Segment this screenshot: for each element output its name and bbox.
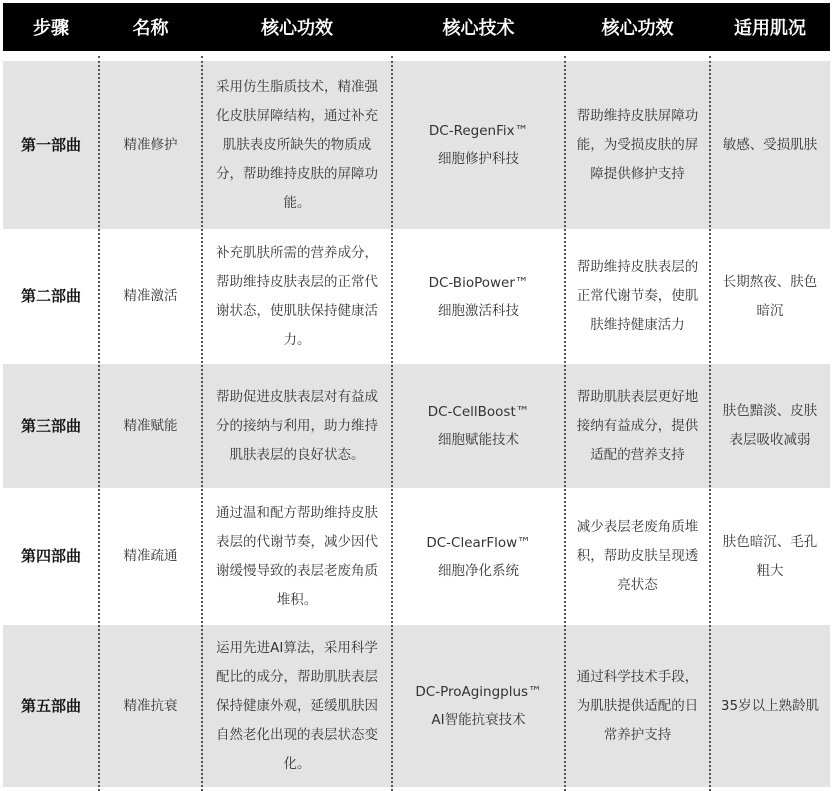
core-effect: 运用先进AI算法，采用科学配比的成分，帮助肌肤表层保持健康外观，延缓肌肤因自然老化出现的表层状态变化。 [216, 639, 378, 772]
step-label: 第五部曲 [20, 696, 81, 715]
column-divider [98, 56, 100, 791]
table-row [3, 229, 830, 364]
header-skin-condition: 适用肌况 [734, 18, 806, 39]
step-label: 第一部曲 [20, 135, 81, 154]
core-tech [392, 364, 565, 488]
step-name: 精准赋能 [123, 417, 178, 434]
step-name: 精准修护 [123, 136, 178, 153]
skin-condition: 肤色黯淡、皮肤表层吸收减弱 [722, 403, 818, 448]
tech-name: DC-CellBoost™ [427, 404, 530, 420]
step-label: 第三部曲 [20, 416, 81, 435]
table-row [3, 61, 830, 229]
core-effect: 采用仿生脂质技术，精准强化皮肤屏障结构，通过补充肌肤表皮所缺失的物质成分，帮助维持皮肤的屏障功能。 [216, 78, 378, 211]
tech-desc: 细胞激活科技 [438, 302, 519, 319]
column-divider [709, 56, 711, 791]
core-tech [392, 61, 565, 229]
tech-desc: 细胞净化系统 [437, 562, 519, 579]
tech-name: DC-BioPower™ [428, 274, 529, 291]
table-row [3, 625, 830, 787]
core-effect-2: 帮助肌肤表层更好地接纳有益成分，提供适配的营养支持 [576, 388, 699, 463]
table-header [3, 3, 830, 51]
column-divider [391, 56, 393, 791]
skin-condition: 长期熬夜、肤色暗沉 [722, 273, 818, 319]
table-row [3, 488, 830, 625]
core-tech [392, 625, 565, 787]
tech-name: DC-ClearFlow™ [426, 534, 531, 551]
core-tech [392, 488, 565, 625]
header-name: 名称 [132, 18, 169, 39]
core-effect: 补充肌肤所需的营养成分，帮助维持皮肤表层的正常代谢状态，使肌肤保持健康活力。 [216, 244, 378, 348]
column-divider [201, 56, 203, 791]
header-step: 步骤 [33, 18, 69, 39]
tech-name: DC-RegenFix™ [428, 123, 529, 139]
skin-condition: 35岁以上熟龄肌 [720, 697, 820, 714]
tech-desc: 细胞修护科技 [437, 151, 519, 167]
core-effect-2: 帮助维持皮肤屏障功能，为受损皮肤的屏障提供修护支持 [576, 107, 699, 182]
skin-condition: 肤色暗沉、毛孔粗大 [722, 533, 818, 579]
core-tech [392, 229, 565, 364]
core-effect: 通过温和配方帮助维持皮肤表层的代谢节奏，减少因代谢缓慢导致的表层老废角质堆积。 [216, 504, 378, 608]
core-effect-2: 通过科学技术手段，为肌肤提供适配的日常养护支持 [576, 668, 699, 743]
header-core-tech: 核心技术 [442, 18, 515, 39]
header-core-effect-2: 核心功效 [601, 18, 674, 39]
step-name: 精准疏通 [123, 548, 178, 564]
core-effect-2: 帮助维持皮肤表层的正常代谢节奏，使肌肤维持健康活力 [576, 259, 699, 333]
skin-condition: 敏感、受损肌肤 [722, 136, 818, 153]
core-effect: 帮助促进皮肤表层对有益成分的接纳与利用，助力维持肌肤表层的良好状态。 [216, 388, 378, 463]
table-row [3, 364, 830, 488]
tech-desc: AI智能抗衰技术 [431, 712, 526, 728]
tech-name: DC-ProAgingplus™ [415, 684, 542, 700]
step-label: 第二部曲 [20, 287, 81, 305]
tech-desc: 细胞赋能技术 [437, 432, 519, 448]
step-name: 精准激活 [123, 288, 178, 304]
column-divider [564, 56, 566, 791]
step-label: 第四部曲 [20, 547, 81, 565]
core-effect-2: 减少表层老废角质堆积，帮助皮肤呈现透亮状态 [576, 519, 699, 593]
header-core-effect: 核心功效 [261, 18, 333, 39]
step-name: 精准抗衰 [123, 697, 178, 714]
